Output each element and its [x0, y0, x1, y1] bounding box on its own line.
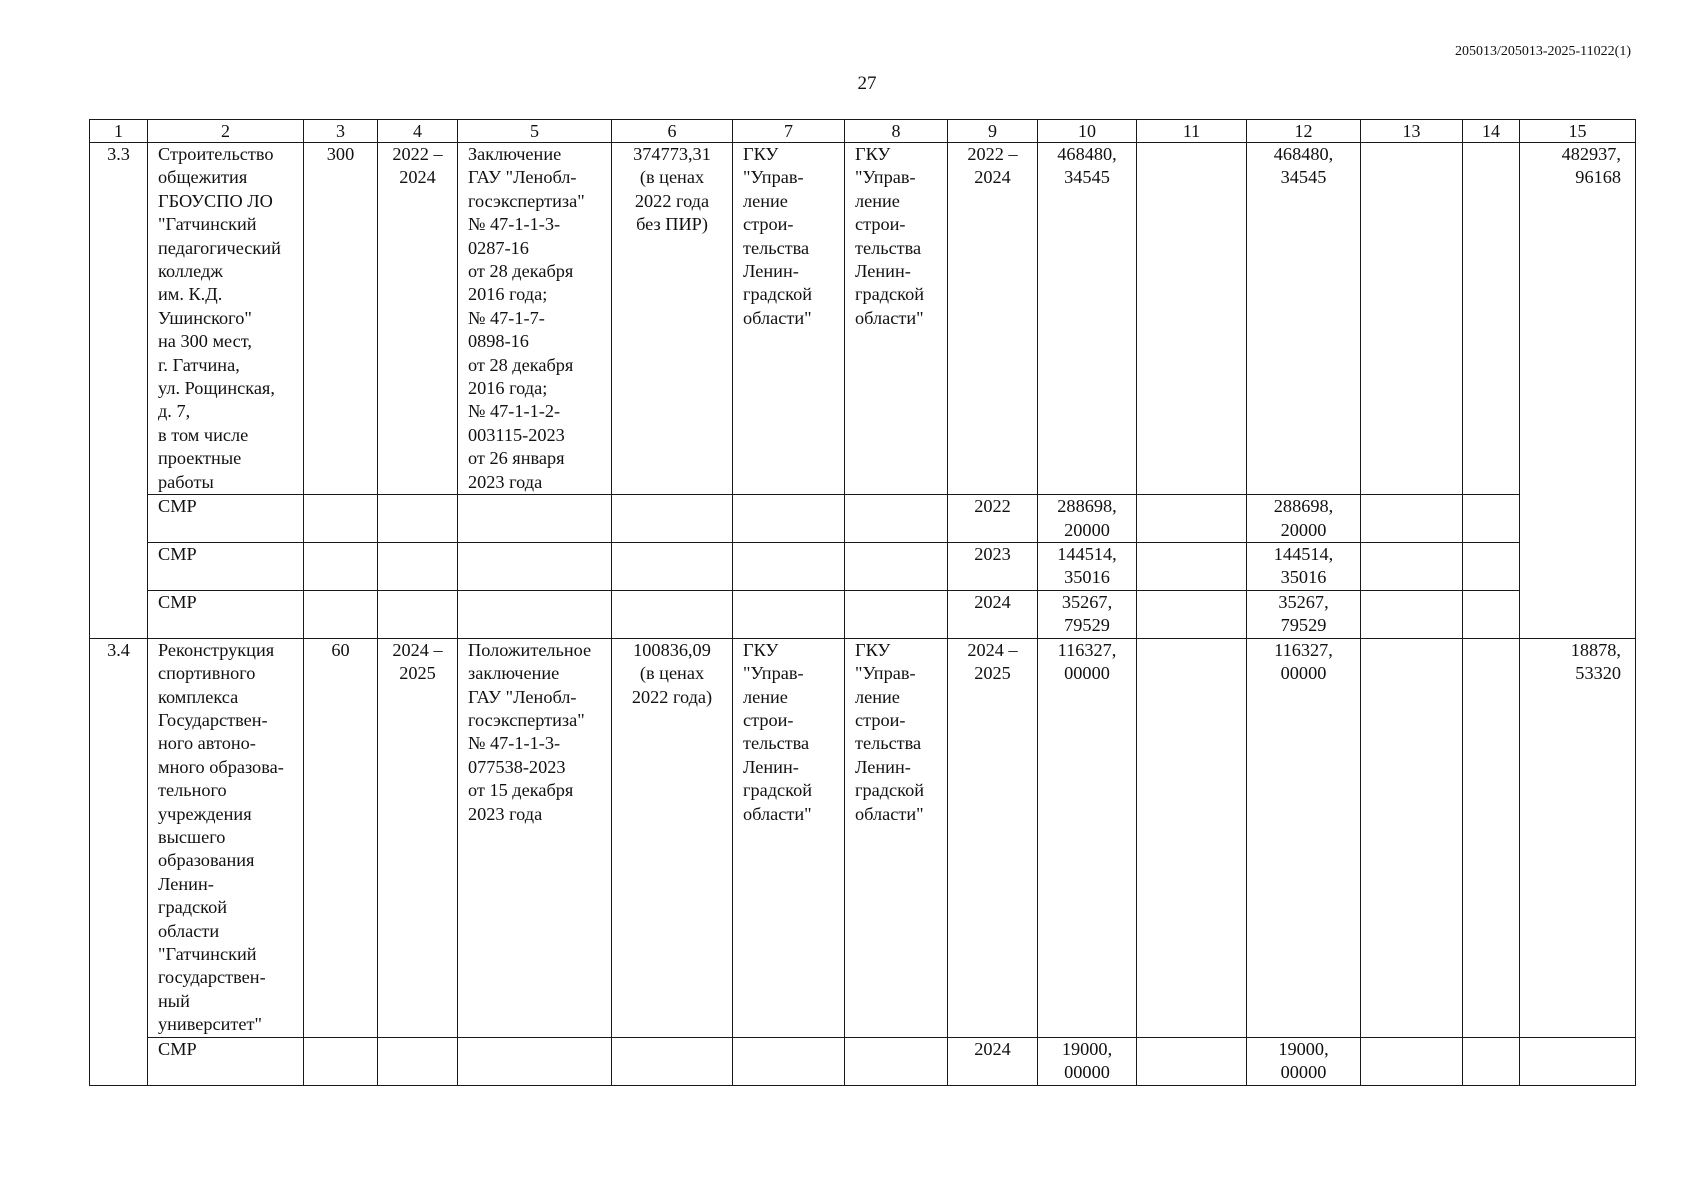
- subrow-total: 35267, 79529: [1038, 590, 1137, 638]
- column-header: 4: [378, 120, 458, 143]
- subrow-total: 144514, 35016: [1038, 542, 1137, 590]
- row-number: 3.4: [90, 638, 148, 1085]
- expertise-cell: Положительное заключение ГАУ "Ленобл- госэкспертиза" № 47-1-1-3- 077538-2023 от 15 декабря 2023 года: [458, 638, 612, 1037]
- table-row: [90, 638, 1636, 1037]
- table-row: [90, 143, 1636, 495]
- subrow-col12: 288698, 20000: [1247, 495, 1361, 543]
- subrow-label: СМР: [148, 1037, 304, 1085]
- column-header: 13: [1361, 120, 1463, 143]
- column-header: 8: [845, 120, 948, 143]
- investment-table: [89, 119, 1636, 1086]
- subrow-col12: 35267, 79529: [1247, 590, 1361, 638]
- column-header: 9: [948, 120, 1038, 143]
- object-name: Строительство общежития ГБОУСПО ЛО "Гатчинский педагогический колледж им. К.Д. Ушинского" на 300 мест, г. Гатчина, ул. Рощинская, д. 7, в том числе проектные работы: [148, 143, 304, 495]
- col12-cell: 116327, 00000: [1247, 638, 1361, 1037]
- col14-cell: [1463, 143, 1520, 495]
- column-header: 12: [1247, 120, 1361, 143]
- col15-cell: 482937, 96168: [1520, 143, 1636, 639]
- subrow-year: 2024: [948, 590, 1038, 638]
- expertise-cell: Заключение ГАУ "Ленобл- госэкспертиза" № 47-1-1-3- 0287-16 от 28 декабря 2016 года; № 47-1-7- 0898-16 от 28 декабря 2016 года; № 47-1-1-2- 003115-2023 от 26 января 2023 года: [458, 143, 612, 495]
- col13-cell: [1361, 143, 1463, 495]
- cost-cell: 100836,09 (в ценах 2022 года): [612, 638, 733, 1037]
- col12-cell: 468480, 34545: [1247, 143, 1361, 495]
- column-number-row: [90, 120, 1636, 143]
- developer-cell: ГКУ "Управ- ление строи- тельства Ленин- градской области": [845, 143, 948, 495]
- table-subrow: [90, 1037, 1636, 1085]
- customer-cell: ГКУ "Управ- ление строи- тельства Ленин- градской области": [733, 638, 845, 1037]
- column-header: 3: [304, 120, 378, 143]
- col11-cell: [1137, 638, 1247, 1037]
- subrow-label: СМР: [148, 590, 304, 638]
- column-header: 5: [458, 120, 612, 143]
- column-header: 11: [1137, 120, 1247, 143]
- column-header: 6: [612, 120, 733, 143]
- page-number: 27: [857, 73, 877, 94]
- capacity-cell: 60: [304, 638, 378, 1037]
- subrow-label: СМР: [148, 495, 304, 543]
- customer-cell: ГКУ "Управ- ление строи- тельства Ленин- градской области": [733, 143, 845, 495]
- table-subrow: [90, 495, 1636, 543]
- period-cell: 2022 – 2024: [378, 143, 458, 495]
- subrow-col12: 19000, 00000: [1247, 1037, 1361, 1085]
- capacity-cell: 300: [304, 143, 378, 495]
- subrow-year: 2024: [948, 1037, 1038, 1085]
- col15-cell: 18878, 53320: [1520, 638, 1636, 1037]
- table-subrow: [90, 542, 1636, 590]
- column-header: 10: [1038, 120, 1137, 143]
- years-cell: 2022 – 2024: [948, 143, 1038, 495]
- col14-cell: [1463, 638, 1520, 1037]
- total-cell: 468480, 34545: [1038, 143, 1137, 495]
- period-cell: 2024 – 2025: [378, 638, 458, 1037]
- column-header: 1: [90, 120, 148, 143]
- document-id: 205013/205013-2025-11022(1): [1454, 44, 1631, 59]
- subrow-label: СМР: [148, 542, 304, 590]
- years-cell: 2024 – 2025: [948, 638, 1038, 1037]
- cost-cell: 374773,31 (в ценах 2022 года без ПИР): [612, 143, 733, 495]
- subrow-total: 288698, 20000: [1038, 495, 1137, 543]
- col13-cell: [1361, 638, 1463, 1037]
- column-header: 15: [1520, 120, 1636, 143]
- col11-cell: [1137, 143, 1247, 495]
- object-name: Реконструкция спортивного комплекса Государствен- ного автоно- много образова- тельного учреждения высшего образования Ленин- градской области "Гатчинский государствен- ный университет": [148, 638, 304, 1037]
- column-header: 7: [733, 120, 845, 143]
- subrow-year: 2023: [948, 542, 1038, 590]
- column-header: 14: [1463, 120, 1520, 143]
- subrow-year: 2022: [948, 495, 1038, 543]
- row-number: 3.3: [90, 143, 148, 639]
- total-cell: 116327, 00000: [1038, 638, 1137, 1037]
- developer-cell: ГКУ "Управ- ление строи- тельства Ленин- градской области": [845, 638, 948, 1037]
- subrow-col12: 144514, 35016: [1247, 542, 1361, 590]
- column-header: 2: [148, 120, 304, 143]
- table-subrow: [90, 590, 1636, 638]
- subrow-total: 19000, 00000: [1038, 1037, 1137, 1085]
